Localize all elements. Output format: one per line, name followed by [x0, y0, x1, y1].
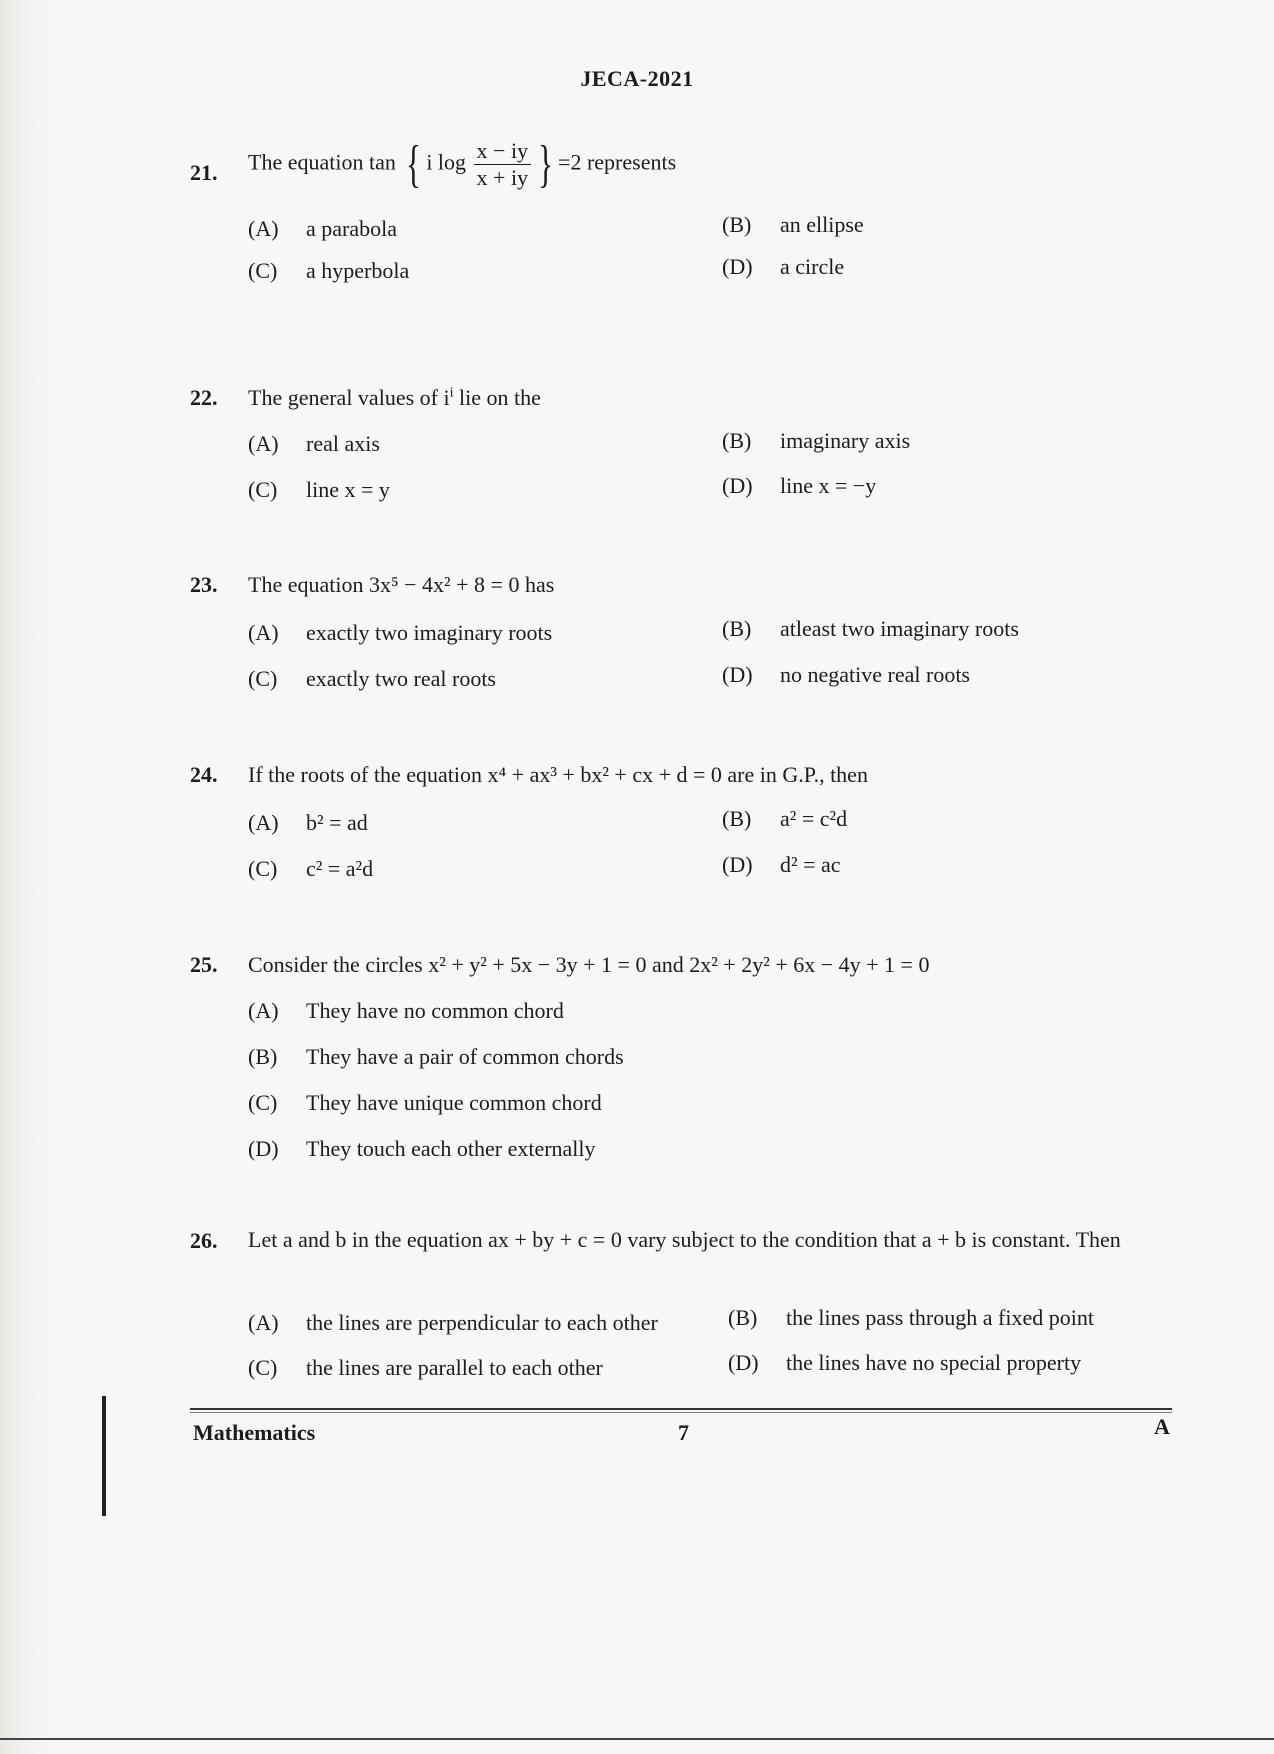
option-label: (B) [722, 616, 752, 641]
question-number: 21. [190, 160, 218, 185]
option-a[interactable] [248, 1310, 658, 1336]
option-text: b² = ad [306, 810, 368, 835]
option-d[interactable] [248, 1136, 596, 1162]
option-c[interactable] [248, 477, 390, 503]
option-label: (A) [248, 216, 279, 241]
option-text: They have no common chord [306, 998, 564, 1023]
option-d[interactable] [722, 254, 844, 280]
stem-text: The equation tan [248, 149, 396, 175]
option-b[interactable] [248, 1044, 624, 1070]
option-text: a hyperbola [306, 258, 410, 283]
option-label: (C) [248, 477, 278, 502]
question-stem: The equation 3x⁵ − 4x² + 8 = 0 has [248, 572, 555, 597]
question-stem: If the roots of the equation x⁴ + ax³ + bx² + cx + d = 0 are in G.P., then [248, 762, 868, 787]
fraction-numerator: x − iy [474, 138, 532, 165]
option-text: the lines have no special property [786, 1350, 1082, 1375]
option-d[interactable] [722, 662, 970, 688]
option-label: (A) [248, 998, 279, 1023]
stem-log: i log [426, 149, 467, 175]
stem-text: lie on the [453, 385, 541, 410]
right-brace: } [538, 135, 554, 193]
footer-subject: Mathematics [193, 1420, 316, 1445]
option-text: a parabola [306, 216, 397, 241]
option-label: (C) [248, 258, 278, 283]
margin-bar [102, 1396, 106, 1516]
option-text: They touch each other externally [306, 1136, 596, 1161]
option-b[interactable] [722, 616, 1019, 642]
question-stem [248, 385, 541, 411]
fraction [474, 138, 532, 191]
option-text: atleast two imaginary roots [780, 616, 1019, 641]
option-label: (B) [248, 1044, 278, 1069]
footer-rule-thin [190, 1412, 1172, 1413]
option-label: (B) [722, 428, 752, 453]
question-number: 24. [190, 762, 218, 787]
option-text: line x = y [306, 477, 390, 502]
option-d[interactable] [722, 473, 876, 499]
option-label: (D) [722, 473, 753, 498]
option-text: d² = ac [780, 852, 841, 877]
option-text: exactly two imaginary roots [306, 620, 553, 645]
option-text: They have unique common chord [306, 1090, 602, 1115]
option-b[interactable] [728, 1305, 1094, 1331]
stem-exponent: i [449, 385, 454, 401]
footer-page-number: 7 [678, 1420, 689, 1445]
option-a[interactable] [248, 216, 397, 242]
question-stem [248, 135, 677, 193]
scan-edge [0, 0, 60, 1754]
question-stem: Let a and b in the equation ax + by + c = 0 vary subject to the condition that a + b is constant. Then [248, 1227, 1121, 1252]
question-number: 25. [190, 952, 218, 977]
option-b[interactable] [722, 806, 847, 832]
option-label: (D) [248, 1136, 279, 1161]
option-text: an ellipse [780, 212, 864, 237]
footer-set: A [1154, 1414, 1170, 1439]
option-text: line x = −y [780, 473, 877, 498]
option-label: (C) [248, 666, 278, 691]
option-label: (A) [248, 620, 279, 645]
bottom-rule [0, 1738, 1274, 1740]
option-text: c² = a²d [306, 856, 374, 881]
option-text: the lines pass through a fixed point [786, 1305, 1094, 1330]
option-label: (A) [248, 810, 279, 835]
option-label: (D) [722, 852, 753, 877]
option-text: exactly two real roots [306, 666, 496, 691]
option-text: real axis [306, 431, 380, 456]
option-b[interactable] [722, 212, 864, 238]
option-a[interactable] [248, 431, 380, 457]
question-number: 22. [190, 385, 218, 410]
option-label: (D) [722, 662, 753, 687]
fraction-denominator: x + iy [476, 165, 529, 190]
option-label: (A) [248, 1310, 279, 1335]
option-text: They have a pair of common chords [306, 1044, 624, 1069]
option-label: (B) [722, 806, 752, 831]
option-label: (B) [722, 212, 752, 237]
option-text: imaginary axis [780, 428, 911, 453]
option-d[interactable] [722, 852, 841, 878]
option-label: (D) [728, 1350, 759, 1375]
option-c[interactable] [248, 1090, 602, 1116]
option-c[interactable] [248, 856, 373, 882]
option-text: no negative real roots [780, 662, 970, 687]
option-text: a² = c²d [780, 806, 848, 831]
question-number: 23. [190, 572, 218, 597]
option-label: (C) [248, 1090, 278, 1115]
option-text: a circle [780, 254, 845, 279]
option-label: (C) [248, 1355, 278, 1380]
option-a[interactable] [248, 998, 564, 1024]
option-a[interactable] [248, 620, 552, 646]
stem-text: The general values of i [248, 385, 450, 410]
footer-rule [190, 1408, 1172, 1410]
option-label: (A) [248, 431, 279, 456]
option-c[interactable] [248, 258, 409, 284]
option-text: the lines are parallel to each other [306, 1355, 603, 1380]
option-d[interactable] [728, 1350, 1081, 1376]
option-c[interactable] [248, 666, 496, 692]
page-header: JECA-2021 [580, 66, 694, 91]
option-c[interactable] [248, 1355, 603, 1381]
option-label: (C) [248, 856, 278, 881]
option-label: (B) [728, 1305, 758, 1330]
stem-text: =2 represents [558, 149, 677, 175]
question-number: 26. [190, 1228, 218, 1253]
question-stem: Consider the circles x² + y² + 5x − 3y + 1 = 0 and 2x² + 2y² + 6x − 4y + 1 = 0 [248, 952, 930, 977]
left-brace: { [406, 135, 422, 193]
option-text: the lines are perpendicular to each other [306, 1310, 658, 1335]
option-a[interactable] [248, 810, 368, 836]
option-label: (D) [722, 254, 753, 279]
option-b[interactable] [722, 428, 910, 454]
